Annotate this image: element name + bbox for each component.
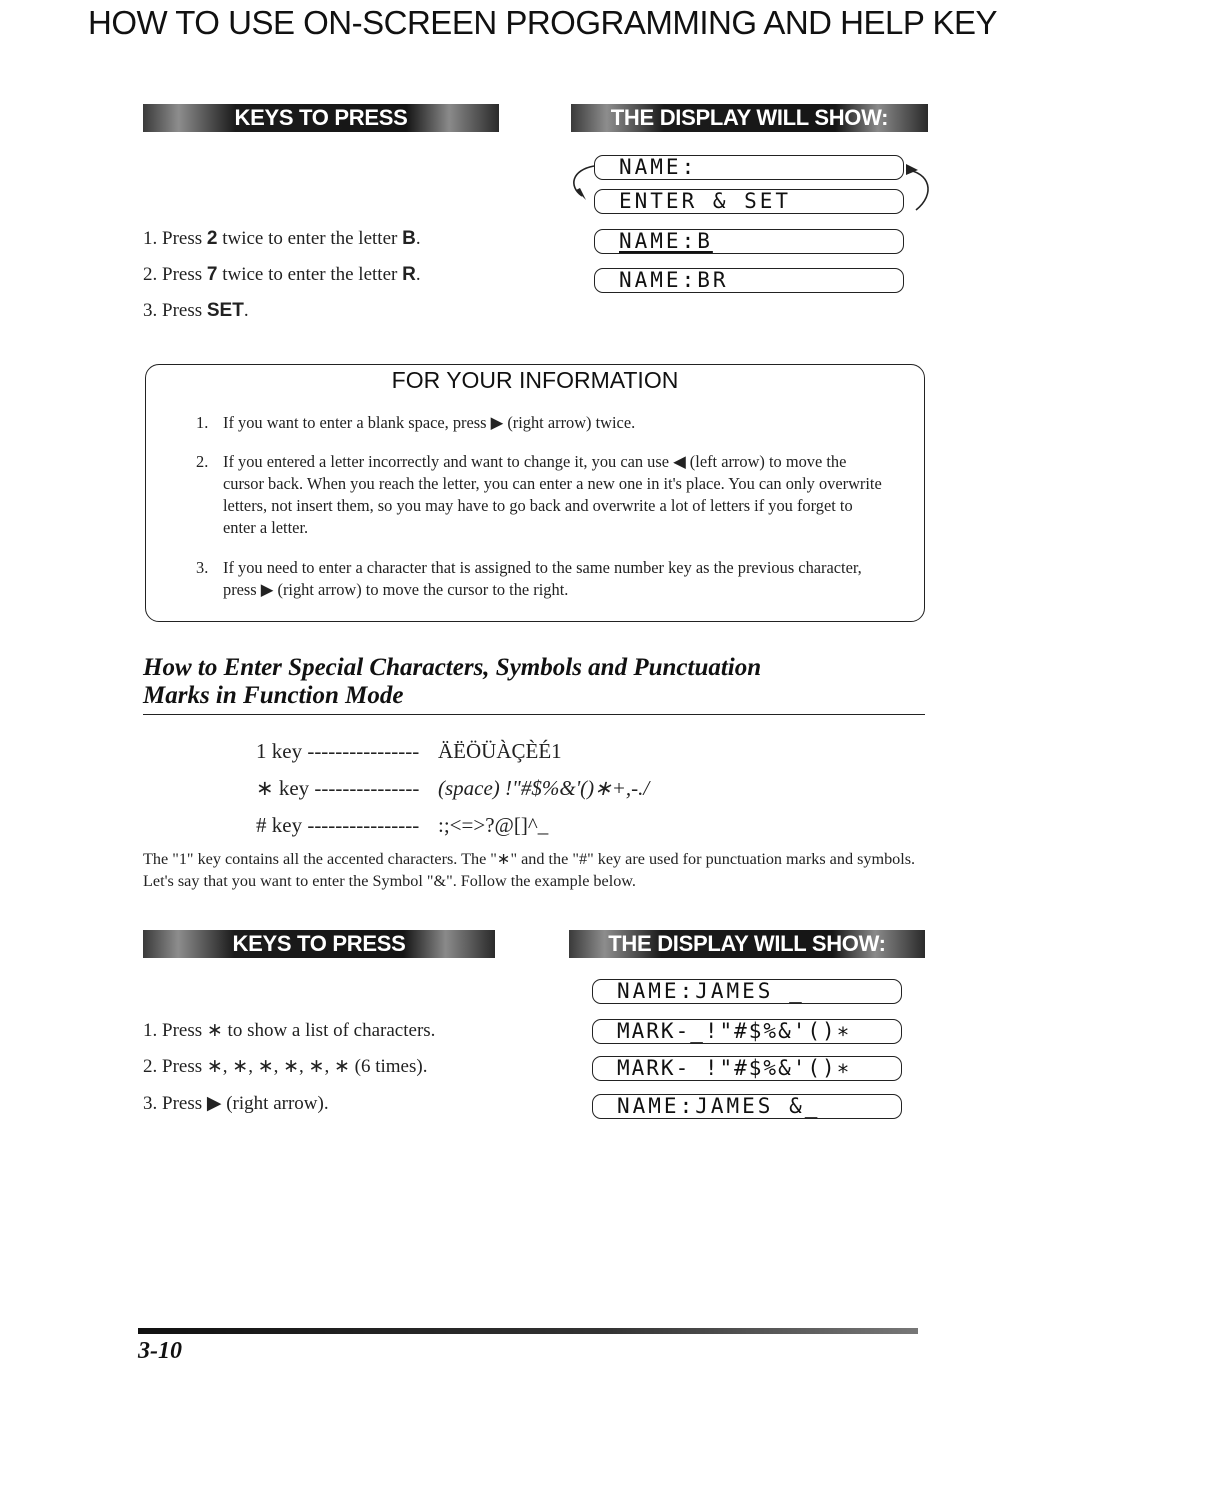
info-number: 3. (196, 558, 209, 577)
step-number: 3. (143, 1093, 158, 1114)
step-item (143, 264, 421, 286)
lcd-display: MARK- !"#$%&'()∗ (592, 1056, 902, 1081)
info-number: 1. (196, 413, 209, 432)
step-number: 1. (143, 228, 158, 249)
info-box (145, 364, 925, 622)
key-row-label: 1 key ---------------- (256, 739, 420, 763)
key-row-chars: (space) !"#$%&'()∗+,-./ (438, 776, 650, 800)
step-number: 3. (143, 300, 158, 321)
step-text: Press (162, 300, 207, 321)
page-title: HOW TO USE ON-SCREEN PROGRAMMING AND HELP KEY (88, 4, 997, 41)
key-row (256, 813, 549, 838)
letter-label: R (402, 264, 416, 285)
step-number: 1. (143, 1020, 158, 1041)
key-label: SET (206, 300, 244, 321)
step-text: Press (162, 228, 207, 249)
step-text: . (415, 228, 421, 249)
display-will-show-banner: THE DISPLAY WILL SHOW: (569, 930, 925, 958)
step-text: twice to enter the letter (217, 228, 403, 249)
step-text: . (415, 264, 421, 285)
key-row (256, 739, 562, 764)
lcd-display: NAME:JAMES &_ (592, 1094, 902, 1119)
key-label: 2 (206, 228, 218, 249)
step-number: 2. (143, 1056, 158, 1077)
lcd-display: NAME:JAMES _ (592, 979, 902, 1004)
section-heading (143, 654, 925, 715)
step-item (143, 1055, 427, 1078)
lcd-display: NAME: (594, 155, 904, 180)
step-item (143, 228, 421, 250)
info-number: 2. (196, 452, 209, 471)
step-item (143, 1092, 329, 1115)
step-item (143, 1019, 435, 1042)
step-text: Press (162, 264, 207, 285)
step-text: Press ∗, ∗, ∗, ∗, ∗, ∗ (6 times). (162, 1056, 428, 1077)
info-text: If you want to enter a blank space, press ▶ (right arrow) twice. (223, 413, 636, 432)
page-number: 3-10 (138, 1338, 182, 1364)
heading-line: Marks in Function Mode (143, 682, 404, 709)
info-text: If you need to enter a character that is assigned to the same number key as the previous character, press ▶ (right arrow) to move the cursor to the right. (223, 558, 862, 599)
lcd-text: NAME:B (619, 229, 713, 253)
info-item (196, 557, 886, 601)
step-text: . (243, 300, 249, 321)
info-text: If you entered a letter incorrectly and want to change it, you can use ◀ (left arrow) to move the cursor back. When you reach the letter, you can enter a new one in it's place. You can only overwrite letters, not insert them, so you may have to go back and overwrite a lot of letters if you forget to enter a letter. (223, 452, 882, 537)
step-number: 2. (143, 264, 158, 285)
key-row (256, 776, 650, 801)
heading-line: How to Enter Special Characters, Symbols and Punctuation (143, 654, 762, 681)
lcd-display: MARK-_!"#$%&'()∗ (592, 1019, 902, 1044)
step-item (143, 300, 249, 322)
lcd-display (594, 268, 904, 293)
info-title: FOR YOUR INFORMATION (391, 367, 679, 393)
lcd-text: NAME:BR (619, 268, 729, 292)
lcd-display (594, 229, 904, 254)
key-row-chars: :;<=>?@[]^_ (438, 813, 549, 837)
info-item (196, 451, 886, 539)
explanation-paragraph: The "1" key contains all the accented characters. The "∗" and the "#" key are used for punctuation marks and symbols. Let's say that you want to enter the Symbol "&". Follow the example below. (143, 850, 916, 890)
key-label: 7 (206, 264, 218, 285)
step-text: twice to enter the letter (217, 264, 403, 285)
key-row-chars: ÄËÖÜÀÇÈÉ1 (438, 739, 562, 763)
keys-to-press-banner: KEYS TO PRESS (143, 104, 499, 132)
footer-rule (138, 1328, 918, 1334)
lcd-display: ENTER & SET (594, 189, 904, 214)
step-text: Press ▶ (right arrow). (162, 1093, 329, 1114)
key-row-label: ∗ key --------------- (256, 776, 420, 800)
info-item (196, 412, 886, 434)
step-text: Press ∗ to show a list of characters. (162, 1020, 436, 1041)
key-row-label: # key ---------------- (256, 813, 420, 837)
display-will-show-banner: THE DISPLAY WILL SHOW: (571, 104, 928, 132)
keys-to-press-banner: KEYS TO PRESS (143, 930, 495, 958)
letter-label: B (402, 228, 416, 249)
